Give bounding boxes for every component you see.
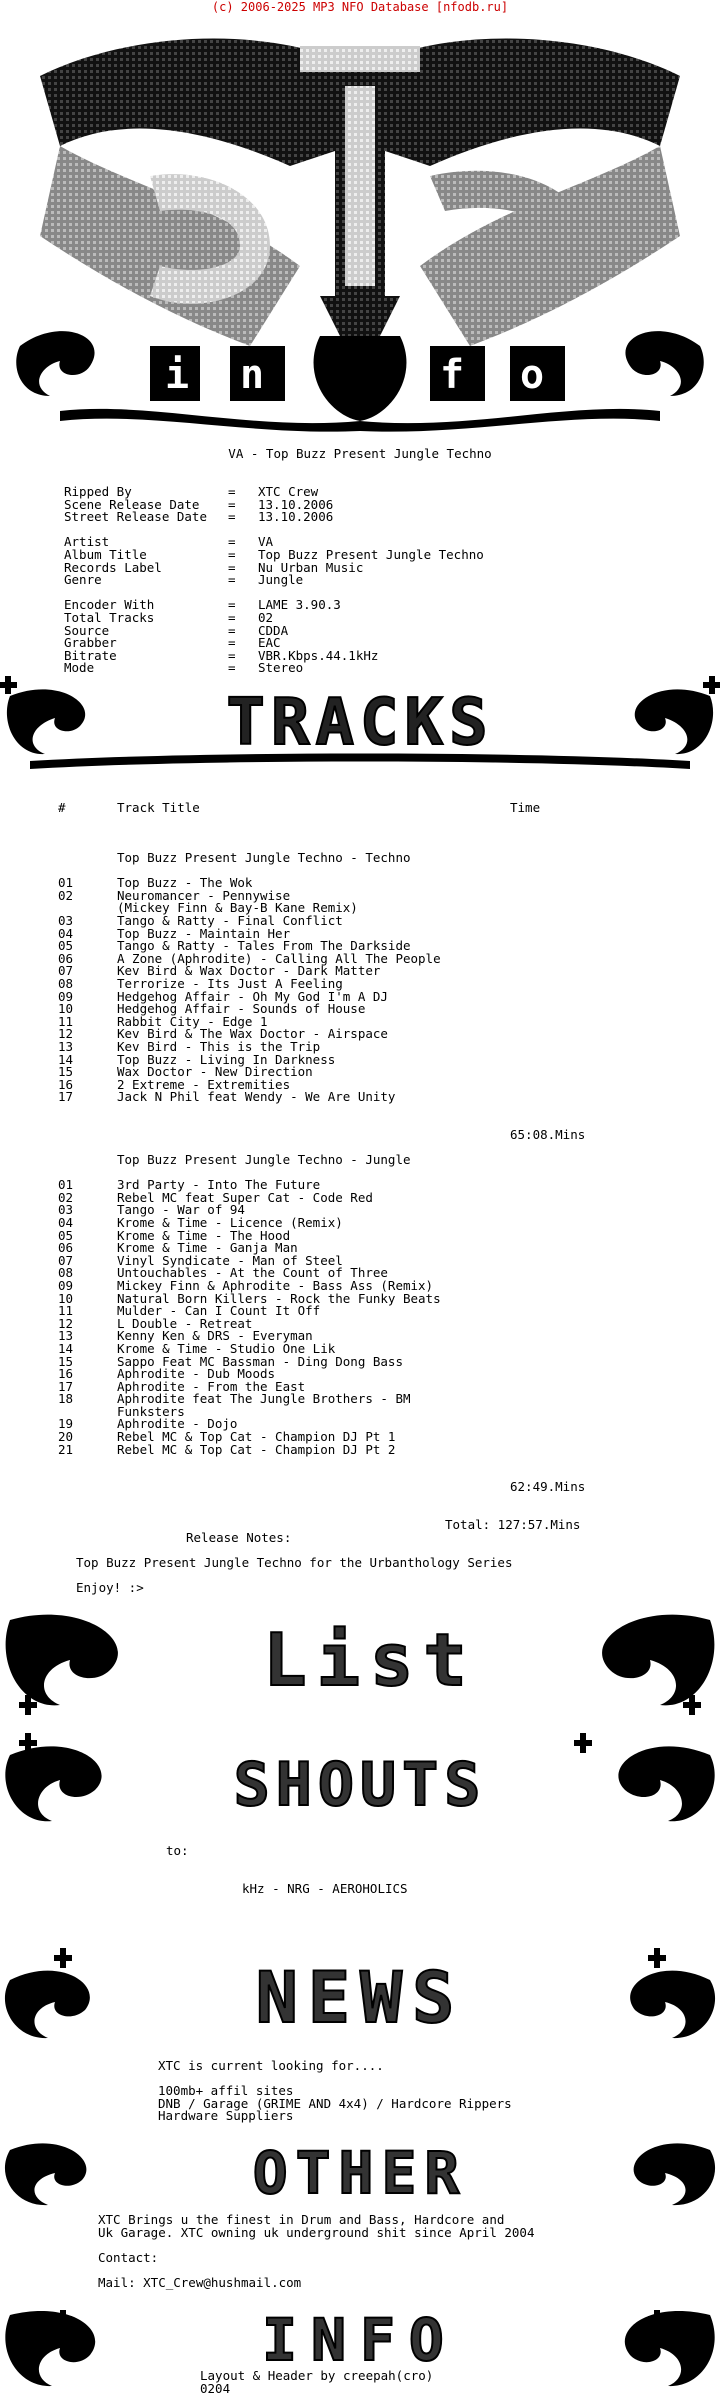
track-row — [0, 1051, 720, 1067]
track-num: 06 — [58, 950, 74, 966]
news-line: 100mb+ affil sites — [158, 2083, 294, 2099]
field-label: Encoder With — [64, 597, 155, 613]
track-title: Krome & Time - Licence (Remix) — [117, 1214, 343, 1230]
news-logo-text: NEWS — [255, 1957, 465, 2039]
track-title: Mickey Finn & Aphrodite - Bass Ass (Remix) — [117, 1277, 434, 1293]
field-value: EAC — [258, 635, 281, 651]
track-num: 11 — [58, 1303, 74, 1319]
track-num: 21 — [58, 1441, 74, 1457]
track-num: 17 — [58, 1089, 74, 1105]
track-title: Top Buzz - The Wok — [117, 875, 253, 891]
shouts-logo — [0, 1725, 720, 1835]
track-row — [0, 1242, 720, 1255]
track-num: 03 — [58, 1202, 74, 1218]
field-label: Street Release Date — [64, 509, 207, 525]
field-sep: = — [228, 635, 236, 651]
track-title: Natural Born Killers - Rock the Funky Beats — [117, 1290, 441, 1306]
track-num: 20 — [58, 1429, 74, 1445]
track-num: 10 — [58, 1290, 74, 1306]
shouts-logo-text: SHOUTS — [233, 1750, 487, 1820]
track-row — [0, 1290, 720, 1306]
field-sep: = — [228, 559, 236, 575]
track-title: L Double - Retreat — [117, 1315, 253, 1331]
track-title: Neuromancer - Pennywise — [117, 887, 291, 903]
field-sep: = — [228, 572, 236, 588]
track-title: Top Buzz - Living In Darkness — [117, 1051, 336, 1067]
track-title: Tango - War of 94 — [117, 1202, 245, 1218]
disc-heading: Top Buzz Present Jungle Techno - Jungle — [117, 1152, 411, 1167]
svg-text:o: o — [520, 352, 545, 398]
field-label: Genre — [64, 572, 102, 588]
track-title: Untouchables - At the Count of Three — [117, 1265, 388, 1281]
track-title: Aphrodite feat The Jungle Brothers - BM — [117, 1391, 411, 1407]
track-row — [0, 1368, 720, 1381]
track-num: 03 — [58, 912, 74, 928]
field-label: Mode — [64, 660, 95, 676]
field-sep: = — [228, 597, 236, 613]
track-row — [0, 877, 720, 890]
track-num: 19 — [58, 1416, 74, 1432]
track-title: Aphrodite - Dojo — [117, 1416, 238, 1432]
track-row — [0, 1227, 720, 1243]
field-value: Top Buzz Present Jungle Techno — [258, 546, 484, 562]
track-title: Hedgehog Affair - Oh My God I'm A DJ — [117, 988, 388, 1004]
copyright-header: (c) 2006-2025 MP3 NFO Database [nfodb.ru] — [211, 0, 509, 14]
track-num: 05 — [58, 938, 74, 954]
other-line: XTC Brings u the finest in Drum and Bass, Hardcore and — [98, 2212, 505, 2227]
track-num: 01 — [58, 1177, 74, 1193]
track-num: 06 — [58, 1240, 74, 1256]
grand-total: Total: 127:57.Mins — [445, 1517, 581, 1533]
track-row — [0, 1066, 720, 1079]
track-num: 01 — [58, 875, 74, 891]
list-logo-text: List — [263, 1618, 477, 1702]
other-logo-text: OTHER — [252, 2139, 468, 2207]
field-value: Nu Urban Music — [258, 559, 364, 575]
track-num: 13 — [58, 1038, 74, 1054]
field-sep: = — [228, 484, 236, 499]
track-title: Mulder - Can I Count It Off — [117, 1303, 321, 1319]
track-num: 04 — [58, 925, 74, 941]
track-num: 14 — [58, 1051, 74, 1067]
track-title: Funksters — [117, 1403, 185, 1419]
field-value: VBR.Kbps.44.1kHz — [258, 647, 379, 663]
track-num: 14 — [58, 1340, 74, 1356]
contact-mail: Mail: XTC_Crew@hushmail.com — [98, 2274, 302, 2290]
news-section — [0, 2060, 720, 2123]
track-num: 15 — [58, 1353, 74, 1369]
svg-text:i: i — [165, 352, 190, 398]
track-title: Kev Bird - This is the Trip — [117, 1038, 321, 1054]
track-row — [0, 1003, 720, 1016]
field-sep: = — [228, 496, 236, 512]
tracks-logo — [0, 666, 720, 776]
field-label: Grabber — [64, 635, 117, 651]
track-row — [0, 1393, 720, 1406]
track-num: 16 — [58, 1076, 74, 1092]
shouts-names: kHz - NRG - AEROHOLICS — [242, 1880, 408, 1896]
field-label: Artist — [64, 534, 110, 550]
disc-techno — [0, 852, 720, 1142]
track-title: Krome & Time - The Hood — [117, 1227, 291, 1243]
track-title: A Zone (Aphrodite) - Calling All The People — [117, 950, 441, 966]
track-num: 12 — [58, 1026, 74, 1042]
field-label: Source — [64, 622, 110, 638]
track-row — [0, 1028, 720, 1041]
track-row — [0, 1305, 720, 1318]
svg-text:n: n — [240, 352, 265, 398]
col-num: # — [58, 800, 66, 815]
news-line: XTC is current looking for.... — [158, 2058, 384, 2073]
track-row — [0, 1353, 720, 1369]
track-num: 11 — [58, 1013, 74, 1029]
notes-heading: Release Notes: — [186, 1529, 292, 1545]
notes-line: Top Buzz Present Jungle Techno for the Urbanthology Series — [76, 1555, 513, 1570]
track-num: 04 — [58, 1214, 74, 1230]
track-title: Rebel MC feat Super Cat - Code Red — [117, 1189, 373, 1205]
track-row — [0, 1315, 720, 1331]
track-title: Tango & Ratty - Final Conflict — [117, 912, 343, 928]
track-num: 07 — [58, 963, 74, 979]
disc-total: 65:08.Mins — [510, 1127, 586, 1143]
field-label: Ripped By — [64, 484, 132, 499]
field-label: Bitrate — [64, 647, 117, 663]
field-value: 02 — [258, 609, 274, 625]
track-row — [0, 902, 720, 915]
track-title: Rebel MC & Top Cat - Champion DJ Pt 1 — [117, 1429, 396, 1445]
track-title: Kev Bird & Wax Doctor - Dark Matter — [117, 963, 381, 979]
col-title: Track Title — [117, 800, 200, 815]
track-title: 3rd Party - Into The Future — [117, 1177, 321, 1193]
field-value: 13.10.2006 — [258, 509, 334, 525]
field-label: Total Tracks — [64, 609, 155, 625]
field-sep: = — [228, 660, 236, 676]
disc-total: 62:49.Mins — [510, 1479, 586, 1495]
field-sep: = — [228, 622, 236, 638]
shouts-section — [0, 1845, 720, 1895]
track-title: Tango & Ratty - Tales From The Darkside — [117, 938, 411, 954]
disc-jungle — [0, 1154, 720, 1595]
track-row — [0, 1091, 720, 1104]
track-num: 13 — [58, 1328, 74, 1344]
shouts-to: to: — [166, 1843, 189, 1858]
track-num: 10 — [58, 1001, 74, 1017]
field-sep: = — [228, 609, 236, 625]
field-sep: = — [228, 534, 236, 550]
track-num: 15 — [58, 1064, 74, 1080]
info-section — [0, 486, 720, 675]
track-row — [0, 1214, 720, 1230]
track-title: Wax Doctor - New Direction — [117, 1064, 313, 1080]
field-value: CDDA — [258, 622, 289, 638]
tracks-logo-text: TRACKS — [226, 686, 494, 760]
track-num: 18 — [58, 1391, 74, 1407]
notes-enjoy: Enjoy! :> — [76, 1580, 144, 1596]
field-label: Records Label — [64, 559, 162, 575]
news-line: DNB / Garage (GRIME AND 4x4) / Hardcore Rippers — [158, 2095, 512, 2111]
track-row — [0, 1441, 720, 1457]
other-section — [0, 2214, 720, 2290]
track-title: Krome & Time - Ganja Man — [117, 1240, 298, 1256]
field-value: Stereo — [258, 660, 304, 676]
track-title: Vinyl Syndicate - Man of Steel — [117, 1252, 343, 1268]
track-row — [0, 1403, 720, 1419]
track-title: (Mickey Finn & Bay-B Kane Remix) — [117, 900, 358, 916]
track-title: Kenny Ken & DRS - Everyman — [117, 1328, 313, 1344]
track-header — [0, 802, 720, 815]
track-num: 17 — [58, 1378, 74, 1394]
track-num: 08 — [58, 1265, 74, 1281]
disc-heading: Top Buzz Present Jungle Techno - Techno — [117, 850, 411, 865]
track-row — [0, 965, 720, 978]
footer — [0, 2370, 720, 2395]
track-row — [0, 1330, 720, 1343]
field-value: VA — [258, 534, 274, 550]
track-title: Rabbit City - Edge 1 — [117, 1013, 268, 1029]
field-sep: = — [228, 647, 236, 663]
bottom-logo-text: INFO — [262, 2306, 458, 2374]
track-title: Jack N Phil feat Wendy - We Are Unity — [117, 1089, 396, 1105]
track-num: 05 — [58, 1227, 74, 1243]
track-num: 08 — [58, 975, 74, 991]
list-logo — [0, 1600, 720, 1720]
track-title: Rebel MC & Top Cat - Champion DJ Pt 2 — [117, 1441, 396, 1457]
track-num: 12 — [58, 1315, 74, 1331]
field-value: 13.10.2006 — [258, 496, 334, 512]
footer-year: 0204 — [200, 2380, 231, 2396]
field-label: Album Title — [64, 546, 147, 562]
track-num: 02 — [58, 1189, 74, 1205]
field-sep: = — [228, 546, 236, 562]
field-label: Scene Release Date — [64, 496, 200, 512]
track-num: 09 — [58, 988, 74, 1004]
track-num: 02 — [58, 887, 74, 903]
contact-label: Contact: — [98, 2249, 159, 2265]
track-title: Aphrodite - From the East — [117, 1378, 306, 1394]
other-logo — [0, 2125, 720, 2210]
svg-text:f: f — [440, 352, 465, 398]
track-title: Terrorize - Its Just A Feeling — [117, 975, 343, 991]
release-title: VA - Top Buzz Present Jungle Techno — [228, 446, 492, 461]
track-title: Aphrodite - Dub Moods — [117, 1366, 276, 1382]
xtc-logo-art — [0, 16, 720, 436]
news-line: Hardware Suppliers — [158, 2108, 294, 2124]
news-logo — [0, 1940, 720, 2050]
track-num: 07 — [58, 1252, 74, 1268]
field-sep: = — [228, 509, 236, 525]
field-value: Jungle — [258, 572, 304, 588]
track-num: 09 — [58, 1277, 74, 1293]
track-title: Top Buzz - Maintain Her — [117, 925, 291, 941]
track-row — [0, 1189, 720, 1205]
field-value: XTC Crew — [258, 484, 319, 499]
field-value: LAME 3.90.3 — [258, 597, 341, 613]
track-title: 2 Extreme - Extremities — [117, 1076, 291, 1092]
track-title: Hedgehog Affair - Sounds of House — [117, 1001, 366, 1017]
track-row — [0, 1038, 720, 1054]
track-num: 16 — [58, 1366, 74, 1382]
track-row — [0, 887, 720, 903]
col-time: Time — [510, 800, 541, 815]
track-title: Sappo Feat MC Bassman - Ding Dong Bass — [117, 1353, 403, 1369]
track-title: Kev Bird & The Wax Doctor - Airspace — [117, 1026, 388, 1042]
other-line: Uk Garage. XTC owning uk underground shit since April 2004 — [98, 2224, 535, 2240]
track-row — [0, 1204, 720, 1217]
track-row — [0, 912, 720, 928]
footer-credit: Layout & Header by creepah(cro) — [200, 2368, 434, 2383]
track-title: Krome & Time - Studio One Lik — [117, 1340, 336, 1356]
